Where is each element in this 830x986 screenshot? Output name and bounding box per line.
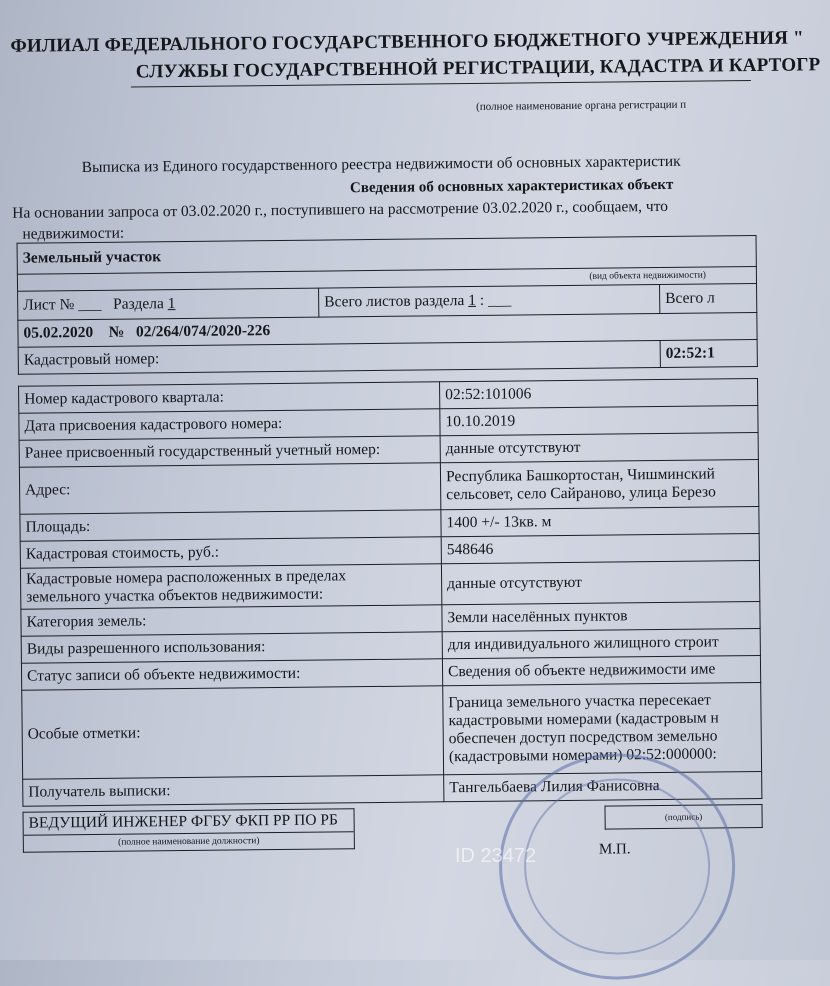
- document-title: Выписка из Единого государственного реестра недвижимости об основных характеристик: [81, 152, 681, 177]
- intro-line2: недвижимости:: [22, 224, 125, 243]
- section-label: Раздела: [112, 295, 164, 313]
- label-line2: земельного участка объектов недвижимости:: [26, 585, 324, 606]
- total-sheets-2: Всего л: [660, 283, 757, 313]
- object-type-caption: (вид объекта недвижимости): [17, 266, 756, 291]
- document-subtitle: Сведения об основных характеристиках объект: [349, 176, 674, 197]
- cadastral-label: Кадастровый номер:: [18, 341, 660, 375]
- cadastral-value: 02:52:1: [660, 339, 757, 367]
- row-value: [440, 459, 758, 509]
- row-label: Площадь:: [20, 510, 441, 541]
- note-line4: (кадастровыми номерами) 02:52:000000:: [448, 745, 717, 766]
- row-label: Кадастровая стоимость, руб.:: [20, 537, 441, 568]
- object-type: Земельный участок: [17, 235, 756, 274]
- note-line2: кадастровыми номерами (кадастровым н: [448, 709, 719, 730]
- row-label: Виды разрешенного использования:: [21, 632, 442, 663]
- row-value: Тангельбаева Лилия Фанисовна: [444, 771, 762, 801]
- row-label: Статус записи об объекте недвижимости:: [21, 659, 442, 690]
- row-label: Получатель выписки:: [23, 775, 444, 806]
- total-tail: : ___: [479, 291, 512, 309]
- signature-caption: (подпись): [605, 804, 762, 829]
- watermark: ID 23472: [455, 845, 537, 867]
- org-title-line2: СЛУЖБЫ ГОСУДАРСТВЕННОЙ РЕГИСТРАЦИИ, КАДАСТРА И КАРТОГР: [135, 54, 821, 83]
- row-value: 1400 +/- 13кв. м: [441, 506, 759, 536]
- row-value: данные отсутствуют: [441, 560, 759, 604]
- org-title-line1: ФИЛИАЛ ФЕДЕРАЛЬНОГО ГОСУДАРСТВЕННОГО БЮДЖЕТНОГО УЧРЕЖДЕНИЯ ": [10, 27, 804, 57]
- extract-date: 05.02.2020: [23, 323, 94, 342]
- row-label: Дата присвоения кадастрового номера:: [19, 409, 440, 440]
- row-value: 02:52:101006: [440, 378, 758, 408]
- row-label: Номер кадастрового квартала:: [19, 382, 440, 413]
- object-header-table: [17, 235, 758, 375]
- position-title: ВЕДУЩИЙ ИНЖЕНЕР ФГБУ ФКП РР ПО РБ: [23, 809, 354, 835]
- seal-place: М.П.: [598, 841, 631, 858]
- address-line2: сельсовет, село Сайраново, улица Березо: [446, 483, 716, 504]
- row-value: 548646: [441, 533, 759, 563]
- section-number: 1: [167, 295, 176, 313]
- row-value: данные отсутствуют: [440, 432, 758, 462]
- label-line1: Кадастровые номера расположенных в пределах: [25, 567, 347, 588]
- total-sheets: [319, 285, 660, 318]
- row-label: Ранее присвоенный государственный учетный номер:: [19, 436, 440, 467]
- row-label: Категория земель:: [21, 605, 442, 636]
- sheet-label: Лист № ___: [23, 295, 102, 314]
- position-caption: (полное наименование должности): [23, 832, 354, 852]
- row-value: Сведения об объекте недвижимости име: [442, 655, 760, 685]
- total-number: 1: [468, 291, 477, 310]
- row-value: 10.10.2019: [440, 405, 758, 435]
- row-value: для индивидуального жилищного строит: [442, 628, 760, 658]
- table-row: [19, 459, 758, 514]
- number-sign: №: [108, 323, 125, 341]
- row-label: [20, 564, 441, 609]
- extract-number: 02/264/074/2020-226: [135, 322, 271, 341]
- row-label: Адрес:: [19, 463, 440, 514]
- sheet-info: [18, 288, 319, 320]
- note-line3: обеспечен доступ посредством земельно: [448, 727, 718, 748]
- org-caption: (полное наименование органа регистрации п: [476, 98, 687, 113]
- note-line1: Граница земельного участка пересекает: [448, 691, 711, 712]
- row-value: Земли населённых пунктов: [442, 601, 760, 631]
- row-label: Особые отметки:: [22, 686, 444, 779]
- address-line1: Республика Башкортостан, Чишминский: [445, 465, 716, 486]
- total-label: Всего листов раздела: [324, 292, 465, 311]
- characteristics-table: [18, 378, 762, 807]
- intro-line1: На основании запроса от 03.02.2020 г., поступившего на рассмотрение 03.02.2020 г., сообщаем, что: [12, 197, 669, 222]
